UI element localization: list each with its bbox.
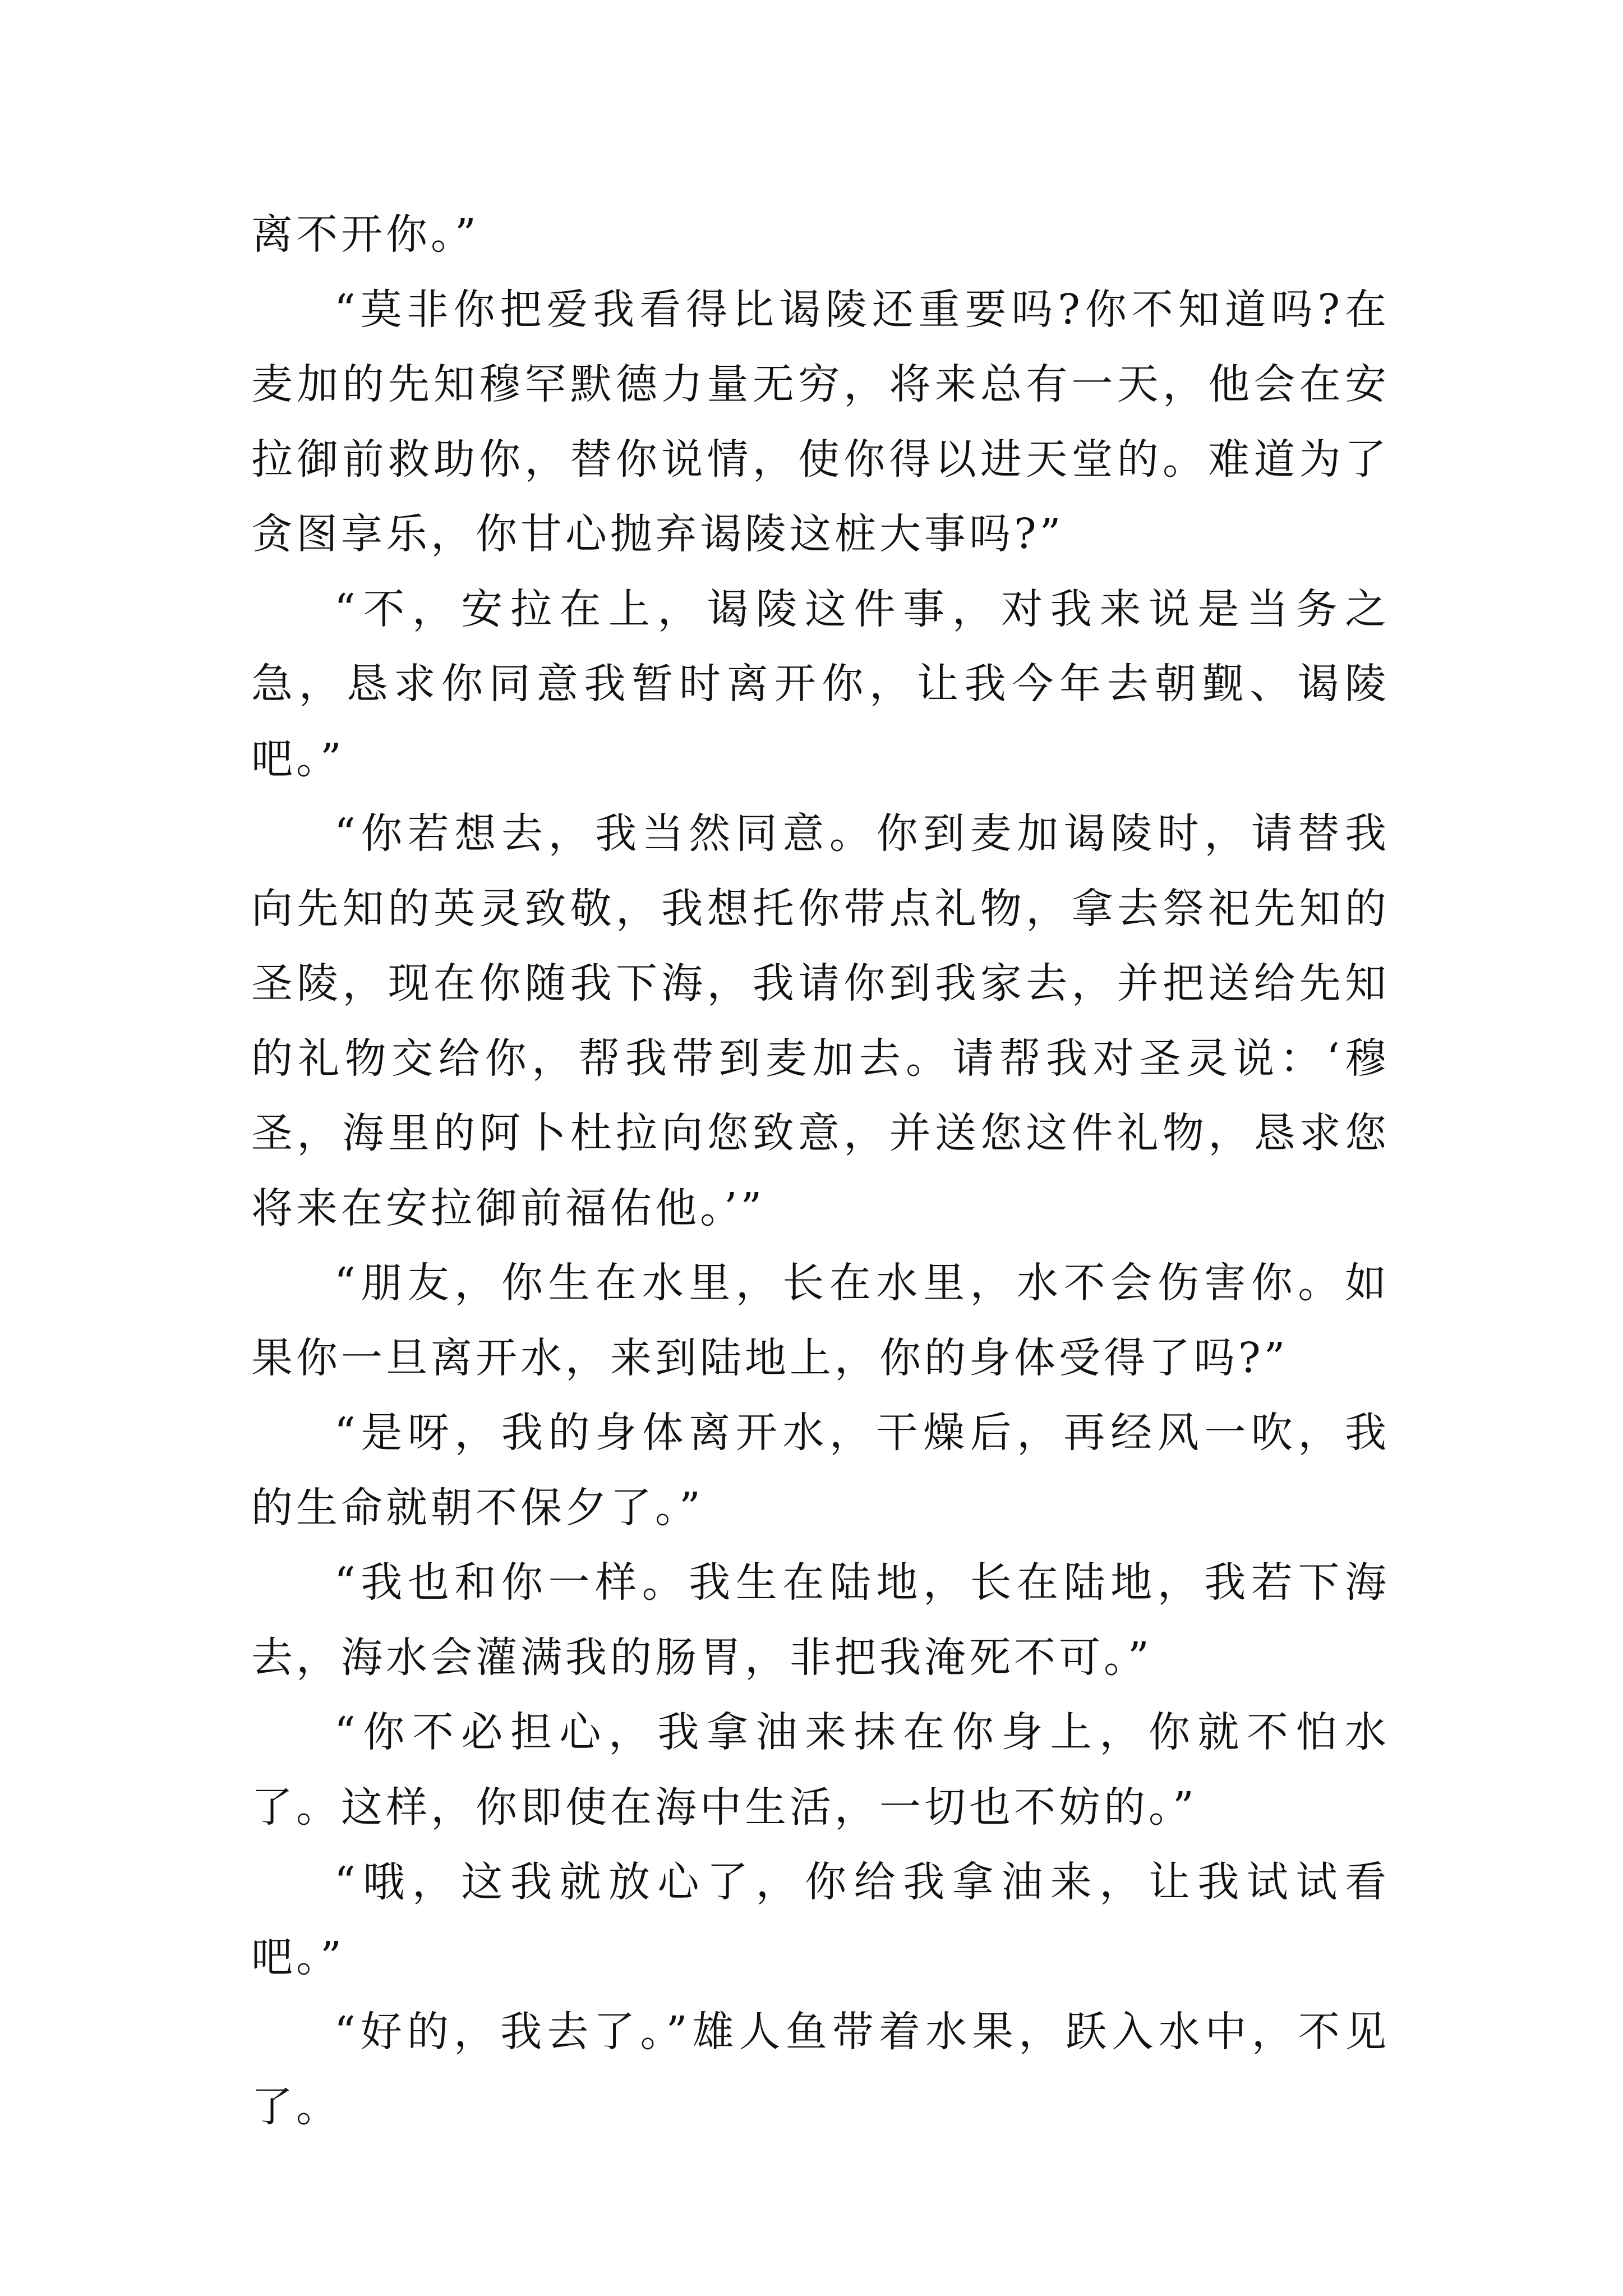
paragraph: “朋友，你生在水里，长在水里，水不会伤害你。如果你一旦离开水，来到陆地上，你的身体受得了吗?” [251, 1259, 1390, 1382]
paragraph: 离不开你。” [251, 210, 479, 259]
paragraph: “你不必担心，我拿油来抹在你身上，你就不怕水了。这样，你即使在海中生活，一切也不妨的。” [251, 1708, 1390, 1832]
paragraph: “莫非你把爱我看得比谒陵还重要吗?你不知道吗?在麦加的先知穆罕默德力量无穷，将来总有一天，他会在安拉御前救助你，替你说情，使你得以进天堂的。难道为了贪图享乐，你甘心抛弃谒陵这桩大事吗?” [251, 285, 1390, 558]
paragraph: “你若想去，我当然同意。你到麦加谒陵时，请替我向先知的英灵致敬，我想托你带点礼物，拿去祭祀先知的圣陵，现在你随我下海，我请你到我家去，并把送给先知的礼物交给你，帮我带到麦加去。请帮我对圣灵说：‘穆圣，海里的阿卜杜拉向您致意，并送您这件礼物，恳求您将来在安拉御前福佑他。’” [251, 809, 1390, 1232]
paragraph: “哦，这我就放心了，你给我拿油来，让我试试看吧。” [251, 1858, 1390, 1981]
paragraph: “不，安拉在上，谒陵这件事，对我来说是当务之急，恳求你同意我暂时离开你，让我今年去朝觐、谒陵吧。” [251, 585, 1390, 783]
paragraph: “是呀，我的身体离开水，干燥后，再经风一吹，我的生命就朝不保夕了。” [251, 1409, 1390, 1532]
body-text [251, 197, 1390, 2145]
paragraph: “好的，我去了。”雄人鱼带着水果，跃入水中，不见了。 [251, 2008, 1390, 2131]
paragraph: “我也和你一样。我生在陆地，长在陆地，我若下海去，海水会灌满我的肠胃，非把我淹死不可。” [251, 1558, 1390, 1682]
